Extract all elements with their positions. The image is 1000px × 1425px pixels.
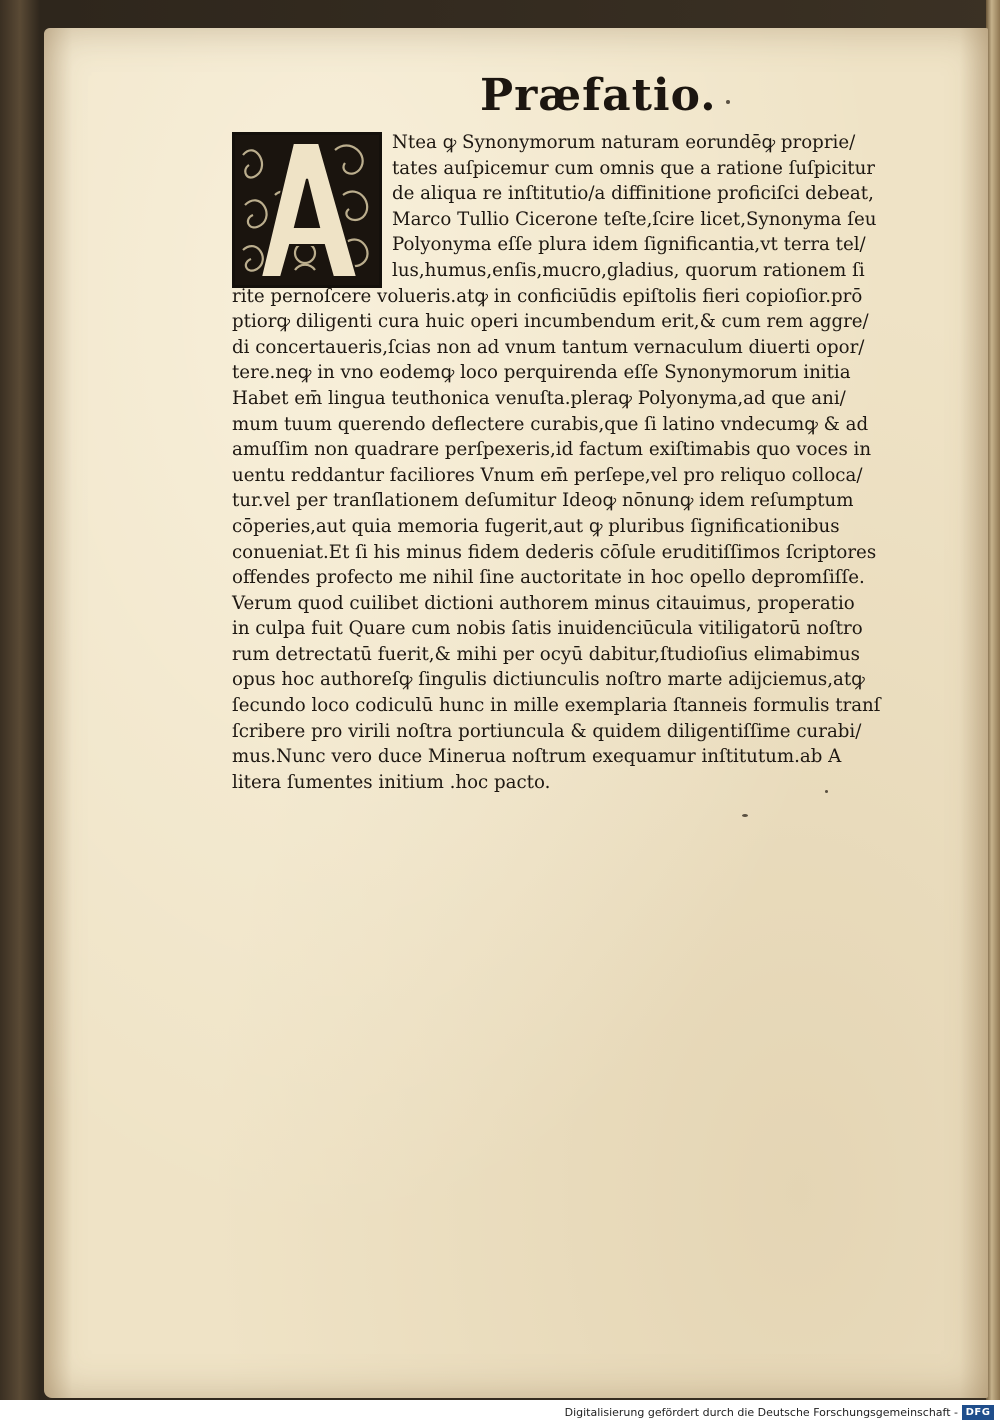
text-line: in culpa fuit Quare cum nobis ſatis inuidenciūcula vitiligatorū noſtro [232,618,863,640]
text-line: Marco Tullio Cicerone teſte,ſcire licet,Synonyma ſeu [392,208,877,230]
footer-bar [0,1400,1000,1425]
text-line: ſecundo loco codiculū hunc in mille exemplaria ſtanneis formulis tranſ [232,695,881,717]
text-line: tur.vel per tranſlationem deſumitur Ideoꝙ nōnunꝙ idem reſumptum [232,490,854,512]
text-line: lus,humus,enſis,mucro,gladius, quorum rationem ſi [392,259,865,281]
text-line: ſcribere pro virili noſtra portiuncula & quidem diligentiſſime curabi/ [232,720,862,742]
text-line: Habet em̄ lingua teuthonica venuſta.pleraꝙ Polyonyma,ad que ani/ [232,387,846,409]
ink-spot [825,790,828,793]
text-line: opus hoc authoreſꝙ ſingulis dictiunculis noſtro marte adijciemus,atꝙ [232,669,865,691]
text-line: amuſſim non quadrare perſpexeris,id factum exiſtimabis quo voces in [232,439,872,461]
text-line: uentu reddantur faciliores Vnum em̄ perſepe,vel pro reliquo colloca/ [232,464,863,486]
text-line: Polyonyma eſſe plura idem ſignificantia,vt terra tel/ [392,234,866,256]
text-line: Verum quod cuilibet dictioni authorem minus citauimus, properatio [232,592,855,614]
text-line: ptiorꝙ diligenti cura huic operi incumbendum erit,& cum rem aggre/ [232,311,869,333]
ink-spot [742,814,748,817]
text-line: tates auſpicemur cum omnis que a ratione ſuſpicitur [392,157,875,179]
text-line: mum tuum querendo deflectere curabis,que ſi latino vndecumꝙ & ad [232,413,869,435]
text-line: cōperies,aut quia memoria fugerit,aut ꝙ pluribus ſignificationibus [232,515,840,537]
book-edge [986,0,1000,1400]
text-line: mus.Nunc vero duce Minerua noſtrum exequamur inſtitutum.ab A [232,746,842,768]
dfg-logo: DFG [962,1405,994,1420]
text-line: rite pernoſcere volueris.atꝙ in conficiūdis epiſtolis fieri copioſior.prō [232,285,863,307]
text-line: de aliqua re inſtitutio/a diffinitione proficiſci debeat, [392,183,874,205]
ink-spot [726,100,730,104]
text-line: di concertaueris,ſcias non ad vnum tantum vernaculum diuerti opor/ [232,336,865,358]
preface-text [232,130,924,795]
text-line: conueniat.Et ſi his minus fidem dederis cōſule eruditiſſimos ſcriptores [232,541,877,563]
text-line: Ntea ꝙ Synonymorum naturam eorundēꝙ proprie/ [392,132,856,153]
svg-text:A: A [306,281,308,282]
text-line: litera ſumentes initium .hoc pacto. [232,771,551,793]
funding-note: Digitalisierung gefördert durch die Deutsche Forschungsgemeinschaft - [564,1406,958,1419]
text-line: tere.neꝙ in vno eodemꝙ loco perquirenda eſſe Synonymorum initia [232,362,851,384]
text-line: offendes profecto me nihil ſine auctoritate in hoc opello depromſiſſe. [232,567,865,589]
text-line: rum detrectatū fuerit,& mihi per ocyū dabitur,ſtudioſius elimabimus [232,643,860,665]
page-title: Præfatio. [480,70,717,121]
